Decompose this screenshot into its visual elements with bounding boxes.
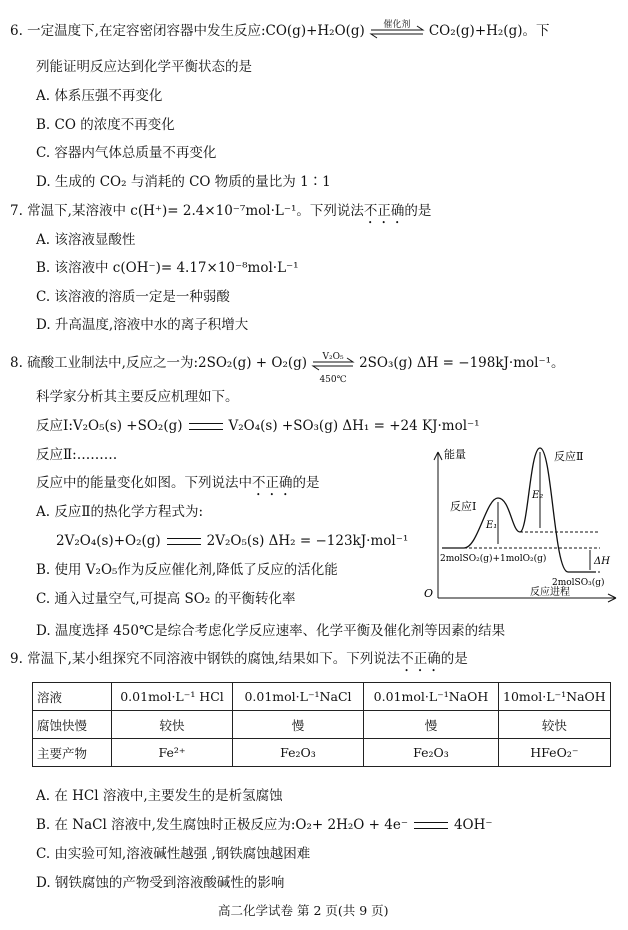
e2-label: E₂ bbox=[532, 490, 544, 501]
equals-icon bbox=[189, 423, 223, 430]
q8-stem bbox=[10, 351, 565, 385]
q8-stem-a: 8. 硫酸工业制法中,反应之一为:2SO₂(g) + O₂(g) bbox=[10, 355, 308, 371]
q8-r1-b: V₂O₄(s) +SO₃(g) ΔH₁ = +24 KJ·mol⁻¹ bbox=[228, 418, 480, 434]
y-axis bbox=[434, 452, 442, 598]
q7-stem-a: 7. 常温下,某溶液中 c(H⁺)= 2.4×10⁻⁷mol·L⁻¹。下列说法 bbox=[10, 203, 364, 219]
table-cell: 较快 bbox=[499, 711, 611, 739]
q9-option-b bbox=[36, 816, 493, 834]
q8-option-a: A. 反应Ⅱ的热化学方程式为: bbox=[36, 504, 204, 520]
q8-option-c: C. 通入过量空气,可提高 SO₂ 的平衡转化率 bbox=[36, 591, 296, 607]
peak2-label: 反应Ⅱ bbox=[554, 450, 584, 463]
table-row bbox=[33, 711, 611, 739]
origin-label: O bbox=[424, 587, 434, 600]
table-row bbox=[33, 739, 611, 767]
q8-opta-eq-b: 2V₂O₅(s) ΔH₂ = −123kJ·mol⁻¹ bbox=[206, 533, 409, 549]
q9-stem-a: 9. 常温下,某小组探究不同溶液中钢铁的腐蚀,结果如下。下列说法 bbox=[10, 651, 401, 667]
q9-option-c: C. 由实验可知,溶液碱性越强 ,钢铁腐蚀越困难 bbox=[36, 846, 311, 862]
q6-option-b: B. CO 的浓度不再变化 bbox=[36, 117, 175, 133]
q8-r1-a: 反应Ⅰ:V₂O₅(s) +SO₂(g) bbox=[36, 418, 183, 434]
table-cell: 腐蚀快慢 bbox=[33, 711, 112, 739]
q7-option-c: C. 该溶液的溶质一定是一种弱酸 bbox=[36, 289, 230, 305]
table-cell: 溶液 bbox=[33, 683, 112, 711]
q7-option-b: B. 该溶液中 c(OH⁻)= 4.17×10⁻⁸mol·L⁻¹ bbox=[36, 260, 299, 276]
peak1-label: 反应Ⅰ bbox=[450, 500, 477, 513]
q8-catalyst-top: V₂O₅ bbox=[322, 351, 344, 362]
q6-option-d: D. 生成的 CO₂ 与消耗的 CO 物质的量比为 1∶1 bbox=[36, 174, 331, 190]
q8-stem-b: 2SO₃(g) ΔH = −198kJ·mol⁻¹。 bbox=[359, 355, 565, 371]
equals-icon bbox=[167, 538, 201, 545]
table-cell: 0.01mol·L⁻¹NaOH bbox=[364, 683, 499, 711]
x-axis bbox=[438, 594, 616, 602]
table-cell: 0.01mol·L⁻¹ HCl bbox=[112, 683, 233, 711]
q8-option-d: D. 温度选择 450℃是综合考虑化学反应速率、化学平衡及催化剂等因素的结果 bbox=[36, 623, 506, 639]
table-cell: HFeO₂⁻ bbox=[499, 739, 611, 767]
q7-option-d: D. 升高温度,溶液中水的离子积增大 bbox=[36, 317, 249, 333]
q8-line2: 科学家分析其主要反应机理如下。 bbox=[36, 389, 239, 405]
equilibrium-arrow-icon bbox=[369, 19, 425, 39]
q7-stem-b: 的是 bbox=[404, 203, 432, 219]
q6-option-a: A. 体系压强不再变化 bbox=[36, 88, 163, 104]
catalyst-arrow bbox=[311, 351, 355, 385]
e1-label: E₁ bbox=[486, 520, 498, 531]
ylabel: 能量 bbox=[444, 448, 466, 461]
q8-option-a-eq bbox=[56, 532, 408, 550]
q9-option-a: A. 在 HCl 溶液中,主要发生的是析氢腐蚀 bbox=[36, 788, 283, 804]
q8-line5 bbox=[36, 474, 320, 499]
q9-stem-b: 的是 bbox=[440, 651, 468, 667]
table-cell: 主要产物 bbox=[33, 739, 112, 767]
page-footer: 高二化学试卷 第 2 页(共 9 页) bbox=[218, 903, 389, 918]
q7-option-a: A. 该溶液显酸性 bbox=[36, 232, 136, 248]
q6-stem bbox=[10, 19, 550, 40]
products-label: 2molSO₃(g) bbox=[552, 578, 605, 588]
q8-opta-eq-a: 2V₂O₄(s)+O₂(g) bbox=[56, 533, 161, 549]
equals-icon bbox=[414, 822, 448, 829]
q9-emphasis: 不正确 bbox=[400, 651, 441, 667]
table-cell: 较快 bbox=[112, 711, 233, 739]
table-cell: 10mol·L⁻¹NaOH bbox=[499, 683, 611, 711]
q8-catalyst-bottom: 450℃ bbox=[319, 374, 347, 385]
q8-option-b: B. 使用 V₂O₅作为反应催化剂,降低了反应的活化能 bbox=[36, 562, 338, 578]
q9-stem bbox=[10, 650, 468, 675]
table-cell: 慢 bbox=[364, 711, 499, 739]
q7-stem bbox=[10, 202, 431, 227]
table-cell: Fe₂O₃ bbox=[364, 739, 499, 767]
q6-stem-b: CO₂(g)+H₂(g)。下 bbox=[428, 23, 550, 39]
q7-emphasis: 不正确 bbox=[363, 203, 405, 219]
q6-stem-cont: 列能证明反应达到化学平衡状态的是 bbox=[36, 59, 252, 75]
q6-catalyst: 催化剂 bbox=[383, 19, 411, 30]
energy-diagram bbox=[420, 440, 620, 610]
q6-option-c: C. 容器内气体总质量不再变化 bbox=[36, 145, 217, 161]
q9-optb-b: 4OH⁻ bbox=[453, 817, 493, 833]
table-cell: Fe²⁺ bbox=[112, 739, 233, 767]
table-cell: 0.01mol·L⁻¹NaCl bbox=[233, 683, 364, 711]
dh-label: ΔH bbox=[594, 556, 610, 567]
reactants-label: 2molSO₂(g)+1molO₂(g) bbox=[440, 554, 547, 564]
table-cell: 慢 bbox=[233, 711, 364, 739]
q8-emphasis: 不正确 bbox=[252, 475, 293, 491]
q9-option-d: D. 钢铁腐蚀的产物受到溶液酸碱性的影响 bbox=[36, 875, 285, 891]
q6-stem-a: 6. 一定温度下,在定容密闭容器中发生反应:CO(g)+H₂O(g) bbox=[10, 23, 365, 39]
q8-reaction1 bbox=[36, 417, 480, 435]
corrosion-table bbox=[32, 682, 611, 767]
table-cell: Fe₂O₃ bbox=[233, 739, 364, 767]
q9-optb-a: B. 在 NaCl 溶液中,发生腐蚀时正极反应为:O₂+ 2H₂O + 4e⁻ bbox=[36, 817, 408, 833]
table-row bbox=[33, 683, 611, 711]
xlabel: 反应进程 bbox=[530, 587, 570, 598]
q8-reaction2: 反应Ⅱ:……… bbox=[36, 447, 118, 463]
q8-line5-b: 的是 bbox=[292, 475, 320, 491]
q8-line5-a: 反应中的能量变化如图。下列说法中 bbox=[36, 475, 252, 491]
